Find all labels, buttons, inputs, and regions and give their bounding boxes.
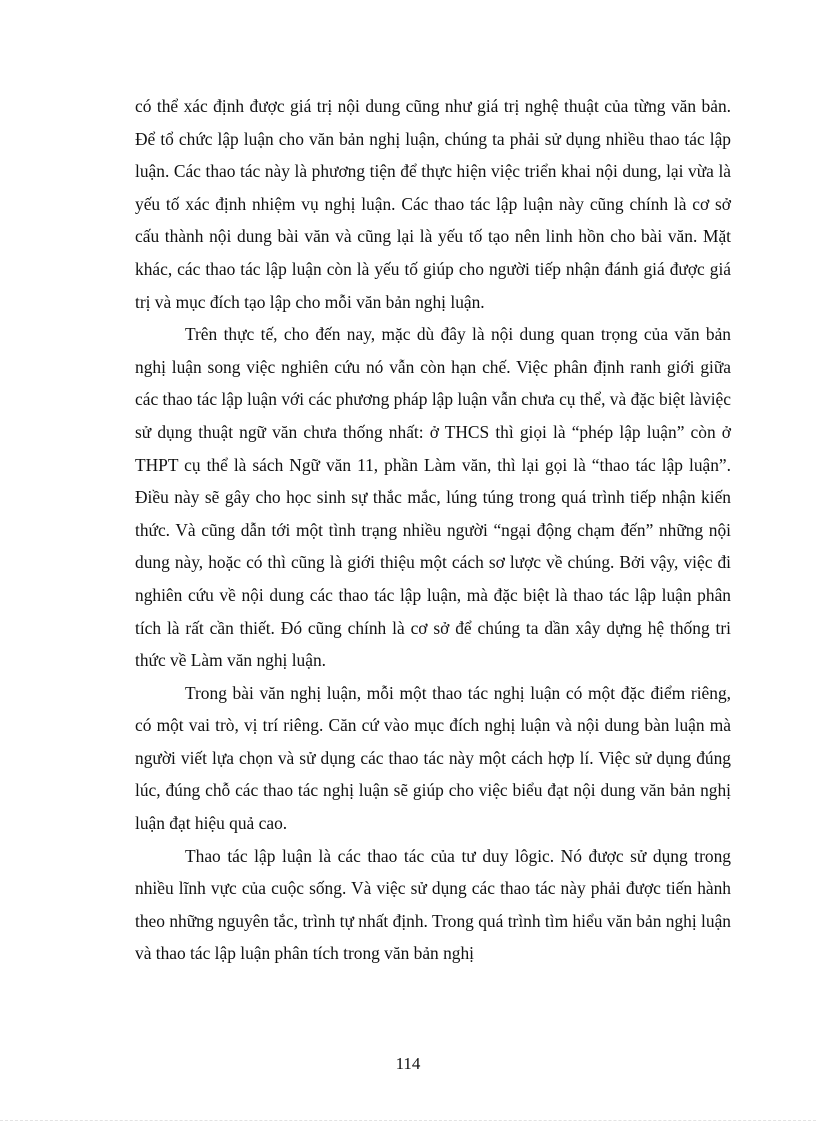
paragraph-1: có thể xác định được giá trị nội dung cũng như giá trị nghệ thuật của từng văn bản. Để tổ chức lập luận cho văn bản nghị luận, chúng ta phải sử dụng nhiều thao tác lập luận. Các thao tác này là phương tiện để thực hiện việc triển khai nội dung, lại vừa là yếu tố xác định nhiệm vụ nghị luận. Các thao tác lập luận này cũng chính là cơ sở cấu thành nội dung bài văn và cũng lại là yếu tố tạo nên linh hồn cho bài văn. Mặt khác, các thao tác lập luận còn là yếu tố giúp cho người tiếp nhận đánh giá được giá trị và mục đích tạo lập cho mỗi văn bản nghị luận.: [135, 96, 731, 312]
paragraph-4: Thao tác lập luận là các thao tác của tư duy lôgic. Nó được sử dụng trong nhiều lĩnh vực của cuộc sống. Và việc sử dụng các thao tác này phải được tiến hành theo những nguyên tắc, trình tự nhất định. Trong quá trình tìm hiểu văn bản nghị luận và thao tác lập luận phân tích trong văn bản nghị: [135, 845, 731, 964]
paragraph-2: Trên thực tế, cho đến nay, mặc dù đây là nội dung quan trọng của văn bản nghị luận song việc nghiên cứu nó vẫn còn hạn chế. Việc phân định ranh giới giữa các thao tác lập luận với các phương pháp lập luận vẫn chưa cụ thể, và đặc biệt làviệc sử dụng thuật ngữ văn chưa thống nhất: ở THCS thì giọi là “phép lập luận” còn ở THPT cụ thể là sách Ngữ văn 11, phần Làm văn, thì lại gọi là “thao tác lập luận”. Điều này sẽ gây cho học sinh sự thắc mắc, lúng túng trong quá trình tiếp nhận kiến thức. Và cũng dẫn tới một tình trạng nhiều người “ngại động chạm đến” những nội dung này, hoặc có thì cũng là giới thiệu một cách sơ lược về chúng. Bởi vậy, việc đi nghiên cứu về nội dung các thao tác lập luận, mà đặc biệt là thao tác lập luận phân tích là rất cần thiết. Đó cũng chính là cơ sở để chúng ta dần xây dựng hệ thống tri thức về Làm văn nghị luận.: [135, 324, 731, 671]
page-number: 114: [395, 1054, 421, 1073]
paragraph-3: Trong bài văn nghị luận, mỗi một thao tác nghị luận có một đặc điểm riêng, có một vai trò, vị trí riêng. Căn cứ vào mục đích nghị luận và nội dung bàn luận mà người viết lựa chọn và sử dụng các thao tác này một cách hợp lí. Việc sử dụng đúng lúc, đúng chỗ các thao tác nghị luận sẽ giúp cho việc biểu đạt nội dung văn bản nghị luận đạt hiệu quả cao.: [135, 682, 731, 834]
page-edge-divider: [0, 1120, 816, 1121]
body-text: [135, 90, 731, 970]
